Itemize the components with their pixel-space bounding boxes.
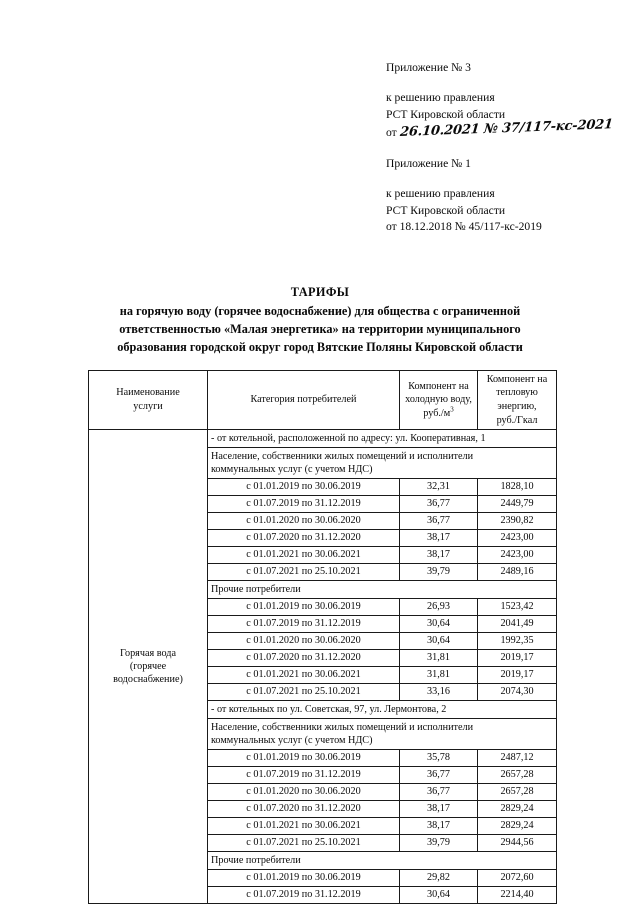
document-title [70, 283, 570, 356]
boiler-address-cell: - от котельных по ул. Советская, 97, ул. Лермонтова, 2 [208, 701, 557, 719]
cold-water-value-cell: 31,81 [400, 667, 478, 684]
period-cell: с 01.07.2021 по 25.10.2021 [208, 835, 400, 852]
cold-water-value-cell: 38,17 [400, 547, 478, 564]
period-cell: с 01.07.2020 по 31.12.2020 [208, 530, 400, 547]
column-header-category [208, 371, 400, 430]
cold-water-value-cell: 36,77 [400, 784, 478, 801]
handwritten-date-value: 26.10.2021 № 37/117-кс-2021 [399, 117, 614, 141]
title-subline-1: на горячую воду (горячее водоснабжение) для общества с ограниченной [119, 304, 521, 319]
thermal-energy-value-cell: 2390,82 [478, 513, 557, 530]
thermal-energy-value-cell: 1828,10 [478, 479, 557, 496]
thermal-energy-value-cell: 2019,17 [478, 650, 557, 667]
table-header [89, 371, 557, 430]
period-cell: с 01.01.2019 по 30.06.2019 [208, 599, 400, 616]
appendix-1-label: Приложение № 1 [386, 156, 471, 170]
thermal-energy-value-cell: 1523,42 [478, 599, 557, 616]
decision-line-2: к решению правления [386, 187, 495, 201]
table-header-row [89, 371, 557, 430]
column-header-service-l1: Наименование [116, 387, 180, 399]
column-header-cold-l3 [403, 407, 474, 421]
consumer-group-cell [208, 852, 557, 870]
service-name-cell [89, 430, 208, 904]
column-header-cold-l1: Компонент на [408, 380, 469, 392]
handwritten-date-line [386, 117, 626, 142]
cold-water-value-cell: 26,93 [400, 599, 478, 616]
thermal-energy-value-cell: 2074,30 [478, 684, 557, 701]
cold-water-value-cell: 30,64 [400, 887, 478, 904]
period-cell: с 01.01.2019 по 30.06.2019 [208, 479, 400, 496]
cold-water-value-cell: 32,31 [400, 479, 478, 496]
thermal-energy-value-cell: 2423,00 [478, 547, 557, 564]
thermal-energy-value-cell: 2072,60 [478, 870, 557, 887]
column-header-heat-l4: руб./Гкал [496, 414, 538, 426]
cold-water-value-cell: 38,17 [400, 801, 478, 818]
consumer-group-l1: Население, собственники жилых помещений и исполнители [211, 450, 474, 462]
thermal-energy-value-cell: 2829,24 [478, 801, 557, 818]
period-cell: с 01.01.2019 по 30.06.2019 [208, 750, 400, 767]
period-cell: с 01.07.2020 по 31.12.2020 [208, 801, 400, 818]
consumer-group-l1: Прочие потребители [211, 583, 301, 595]
column-header-service-l2: услуги [133, 401, 163, 412]
cold-water-value-cell: 36,77 [400, 513, 478, 530]
page-title: ТАРИФЫ [290, 285, 350, 299]
period-cell: с 01.01.2021 по 30.06.2021 [208, 547, 400, 564]
column-header-heat-l2: тепловую [496, 387, 538, 399]
period-cell: с 01.07.2021 по 25.10.2021 [208, 564, 400, 581]
column-header-service [89, 371, 208, 430]
thermal-energy-value-cell: 2489,16 [478, 564, 557, 581]
handwritten-prefix: от [386, 126, 397, 140]
period-cell: с 01.01.2021 по 30.06.2021 [208, 818, 400, 835]
table-body [89, 430, 557, 904]
authority-line-2: РСТ Кировской области [386, 203, 506, 217]
boiler-address-cell: - от котельной, расположенной по адресу: ул. Кооперативная, 1 [208, 430, 557, 448]
thermal-energy-value-cell: 2019,17 [478, 667, 557, 684]
service-name-l1: Горячая вода [120, 647, 176, 659]
period-cell: с 01.07.2019 по 31.12.2019 [208, 887, 400, 904]
period-cell: с 01.07.2019 по 31.12.2019 [208, 496, 400, 513]
period-cell: с 01.07.2021 по 25.10.2021 [208, 684, 400, 701]
period-cell: с 01.01.2020 по 30.06.2020 [208, 513, 400, 530]
date-line-2: от 18.12.2018 № 45/117-кс-2019 [386, 220, 542, 234]
thermal-energy-value-cell: 2423,00 [478, 530, 557, 547]
period-cell: с 01.01.2019 по 30.06.2019 [208, 870, 400, 887]
consumer-group-cell [208, 581, 557, 599]
thermal-energy-value-cell: 2487,12 [478, 750, 557, 767]
period-cell: с 01.07.2020 по 31.12.2020 [208, 650, 400, 667]
cold-water-value-cell: 38,17 [400, 530, 478, 547]
service-name-l2: (горячее [129, 660, 167, 672]
consumer-group-l2: коммунальных услуг (с учетом НДС) [211, 464, 373, 475]
title-subline-3: образования городской округ город Вятские Поляны Кировской области [117, 340, 523, 355]
table-row [89, 430, 557, 448]
cold-water-value-cell: 30,64 [400, 616, 478, 633]
title-subline-2: ответственностью «Малая энергетика» на территории муниципального [119, 322, 521, 337]
thermal-energy-value-cell: 2829,24 [478, 818, 557, 835]
consumer-group-cell [208, 448, 557, 479]
thermal-energy-value-cell: 2944,56 [478, 835, 557, 852]
consumer-group-l1: Население, собственники жилых помещений и исполнители [211, 721, 474, 733]
decision-line-1: к решению правления [386, 91, 495, 105]
service-name-l3: водоснабжение) [113, 674, 183, 686]
consumer-group-l1: Прочие потребители [211, 854, 301, 866]
column-header-cold-water [400, 371, 478, 430]
period-cell: с 01.07.2019 по 31.12.2019 [208, 767, 400, 784]
consumer-group-cell [208, 719, 557, 750]
cold-water-value-cell: 31,81 [400, 650, 478, 667]
thermal-energy-value-cell: 2214,40 [478, 887, 557, 904]
column-header-heat-l1: Компонент на [486, 373, 548, 385]
cold-water-value-cell: 36,77 [400, 767, 478, 784]
authority-line-1: РСТ Кировской области [386, 107, 506, 121]
consumer-group-l2: коммунальных услуг (с учетом НДС) [211, 735, 373, 746]
thermal-energy-value-cell: 2657,28 [478, 784, 557, 801]
cold-water-value-cell: 36,77 [400, 496, 478, 513]
period-cell: с 01.01.2020 по 30.06.2020 [208, 633, 400, 650]
thermal-energy-value-cell: 1992,35 [478, 633, 557, 650]
cold-water-value-cell: 38,17 [400, 818, 478, 835]
column-header-cold-unit: руб./м [423, 407, 451, 419]
period-cell: с 01.01.2021 по 30.06.2021 [208, 667, 400, 684]
column-header-category-l1: Категория потребителей [250, 394, 357, 406]
approval-header [386, 60, 626, 236]
cold-water-value-cell: 39,79 [400, 835, 478, 852]
thermal-energy-value-cell: 2449,79 [478, 496, 557, 513]
cold-water-value-cell: 29,82 [400, 870, 478, 887]
thermal-energy-value-cell: 2041,49 [478, 616, 557, 633]
column-header-cold-l2: холодную воду, [405, 394, 472, 406]
tariff-table [88, 370, 557, 904]
cold-water-value-cell: 33,16 [400, 684, 478, 701]
thermal-energy-value-cell: 2657,28 [478, 767, 557, 784]
column-header-heat-l3: энергию, [497, 401, 537, 412]
period-cell: с 01.01.2020 по 30.06.2020 [208, 784, 400, 801]
cold-water-value-cell: 39,79 [400, 564, 478, 581]
column-header-thermal-energy [478, 371, 557, 430]
cold-water-value-cell: 35,78 [400, 750, 478, 767]
period-cell: с 01.07.2019 по 31.12.2019 [208, 616, 400, 633]
appendix-3-label: Приложение № 3 [386, 61, 471, 74]
cubic-meter-superscript: 3 [450, 405, 454, 414]
cold-water-value-cell: 30,64 [400, 633, 478, 650]
